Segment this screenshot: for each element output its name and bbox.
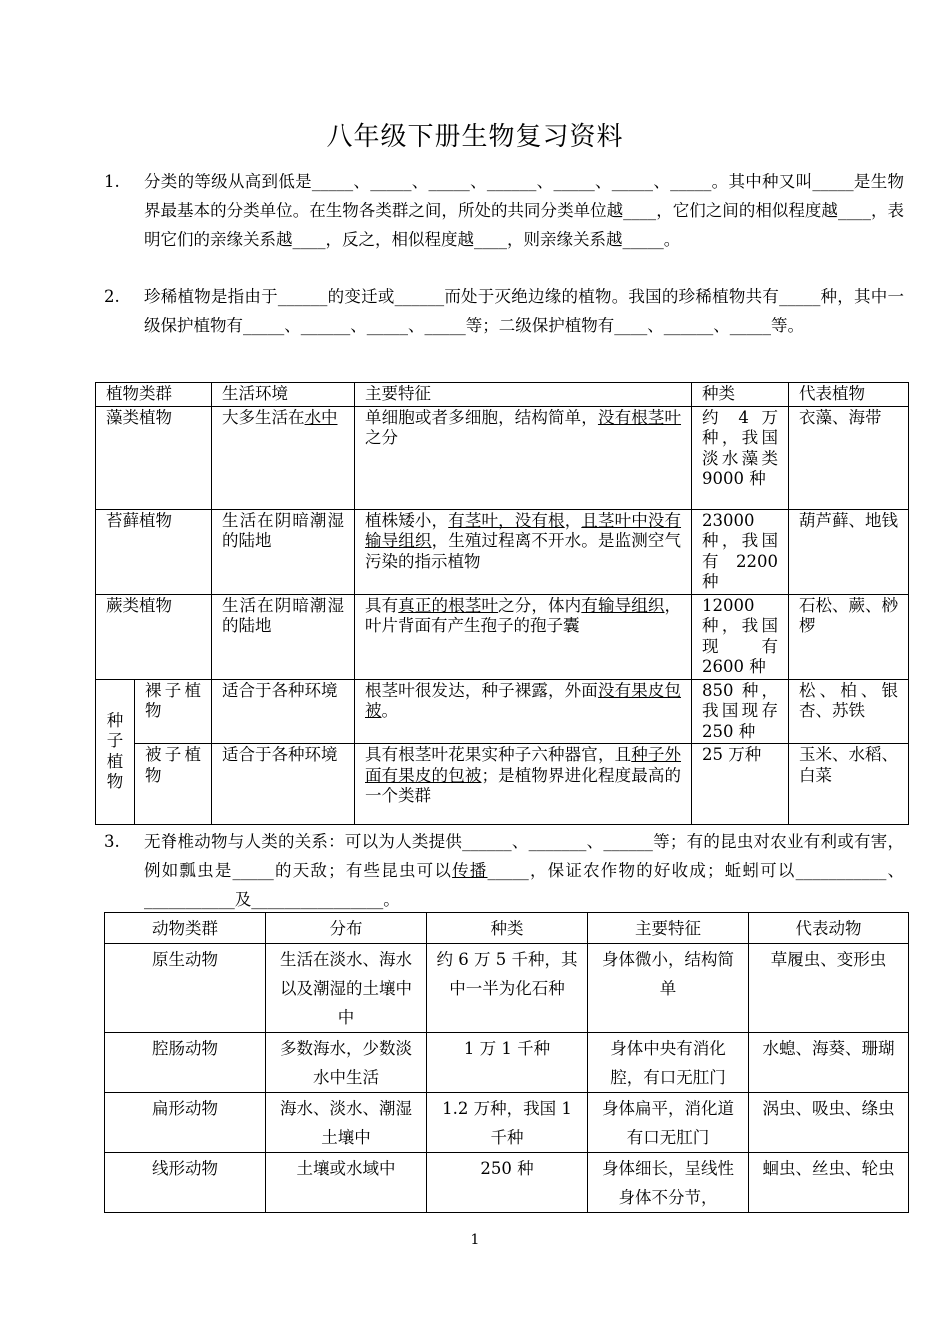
table-cell: 1 万 1 千种 xyxy=(427,1033,588,1093)
page-number: 1 xyxy=(470,1232,480,1248)
group-cell: 苔藓植物 xyxy=(96,509,212,594)
example-cell: 衣藻、海带 xyxy=(789,406,909,509)
environment-cell: 适合于各种环境 xyxy=(212,679,355,744)
table-row xyxy=(96,744,909,825)
question-3 xyxy=(104,827,904,914)
question-text: 无脊椎动物与人类的关系：可以为人类提供______、_______、______等；有的昆虫对农业有利或有害，例如瓢虫是_____的天敌；有些昆虫可以传播_____，保证农作物的好收成；蚯蚓可以___________、___________及________________。 xyxy=(144,832,905,909)
table-row xyxy=(105,1033,909,1093)
group-cell: 藻类植物 xyxy=(96,406,212,509)
question-number: 1. xyxy=(104,172,120,191)
table-cell: 涡虫、吸虫、绦虫 xyxy=(749,1093,909,1153)
question-text: 珍稀植物是指由于______的变迁或______而处于灭绝边缘的植物。我国的珍稀植物共有_____种，其中一级保护植物有_____、______、_____、_____等；二级保护植物有____、______、_____等。 xyxy=(144,287,904,335)
feature-cell: 具有真正的根茎叶之分，体内有输导组织，叶片背面有产生孢子的孢子囊 xyxy=(355,594,692,679)
group-cell: 被子植物 xyxy=(135,744,212,825)
table-row xyxy=(105,1093,909,1153)
table-header-row xyxy=(96,383,909,407)
table-cell: 腔肠动物 xyxy=(105,1033,266,1093)
table-cell: 海水、淡水、潮湿土壤中 xyxy=(266,1093,427,1153)
table-cell: 1.2 万种，我国 1 千种 xyxy=(427,1093,588,1153)
header-cell: 种类 xyxy=(692,383,789,407)
table-cell: 原生动物 xyxy=(105,944,266,1033)
feature-cell: 根茎叶很发达，种子裸露，外面没有果皮包被。 xyxy=(355,679,692,744)
example-cell: 松、柏、银杏、苏铁 xyxy=(789,679,909,744)
group-cell: 裸子植物 xyxy=(135,679,212,744)
species-count-cell: 约 4 万种，我国淡水藻类 9000 种 xyxy=(692,406,789,509)
table-cell: 草履虫、变形虫 xyxy=(749,944,909,1033)
table-row xyxy=(96,594,909,679)
species-count-cell: 23000 种，我国有 2200 种 xyxy=(692,509,789,594)
species-count-cell: 12000 种，我国现有 2600 种 xyxy=(692,594,789,679)
table-cell: 身体扁平，消化道有口无肛门 xyxy=(588,1093,749,1153)
table-cell: 水螅、海葵、珊瑚 xyxy=(749,1033,909,1093)
table-row xyxy=(96,406,909,509)
plant-classification-table xyxy=(95,382,909,825)
header-cell: 代表动物 xyxy=(749,913,909,944)
header-cell: 主要特征 xyxy=(588,913,749,944)
table-cell: 身体细长，呈线性身体不分节， xyxy=(588,1153,749,1213)
question-number: 3. xyxy=(104,832,120,851)
table-row xyxy=(105,944,909,1033)
header-cell: 种类 xyxy=(427,913,588,944)
table-cell: 扁形动物 xyxy=(105,1093,266,1153)
table-cell: 线形动物 xyxy=(105,1153,266,1213)
table-row xyxy=(105,1153,909,1213)
header-cell: 分布 xyxy=(266,913,427,944)
table-cell: 蛔虫、丝虫、轮虫 xyxy=(749,1153,909,1213)
group-cell: 蕨类植物 xyxy=(96,594,212,679)
header-cell: 代表植物 xyxy=(789,383,909,407)
table-cell: 身体中央有消化腔，有口无肛门 xyxy=(588,1033,749,1093)
example-cell: 葫芦藓、地钱 xyxy=(789,509,909,594)
seed-plant-group-cell: 种子植物 xyxy=(96,679,135,825)
species-count-cell: 850 种，我国现存 250 种 xyxy=(692,679,789,744)
question-text: 分类的等级从高到低是_____、_____、_____、______、_____、_____、_____。其中种又叫_____是生物界最基本的分类单位。在生物各类群之间，所处的共同分类单位越____，它们之间的相似程度越____，表明它们的亲缘关系越____，反之，相似程度越____，则亲缘关系越_____。 xyxy=(144,172,904,249)
table-cell: 250 种 xyxy=(427,1153,588,1213)
table-cell: 身体微小，结构简单 xyxy=(588,944,749,1033)
feature-cell: 单细胞或者多细胞，结构简单，没有根茎叶之分 xyxy=(355,406,692,509)
table-header-row xyxy=(105,913,909,944)
environment-cell: 生活在阴暗潮湿的陆地 xyxy=(212,509,355,594)
table-cell: 土壤或水域中 xyxy=(266,1153,427,1213)
header-cell: 主要特征 xyxy=(355,383,692,407)
question-number: 2. xyxy=(104,287,120,306)
question-1 xyxy=(104,167,904,254)
question-2 xyxy=(104,282,904,340)
table-row xyxy=(96,679,909,744)
feature-cell: 具有根茎叶花果实种子六种器官，且种子外面有果皮的包被；是植物界进化程度最高的一个类群 xyxy=(355,744,692,825)
table-row xyxy=(96,509,909,594)
example-cell: 石松、蕨、桫椤 xyxy=(789,594,909,679)
header-cell: 植物类群 xyxy=(96,383,212,407)
page-title: 八年级下册生物复习资料 xyxy=(326,122,624,152)
table-cell: 约 6 万 5 千种，其中一半为化石种 xyxy=(427,944,588,1033)
environment-cell: 适合于各种环境 xyxy=(212,744,355,825)
header-cell: 生活环境 xyxy=(212,383,355,407)
example-cell: 玉米、水稻、白菜 xyxy=(789,744,909,825)
feature-cell: 植株矮小，有茎叶，没有根，且茎叶中没有输导组织，生殖过程离不开水。是监测空气污染的指示植物 xyxy=(355,509,692,594)
table-cell: 多数海水，少数淡水中生活 xyxy=(266,1033,427,1093)
species-count-cell: 25 万种 xyxy=(692,744,789,825)
environment-cell: 大多生活在水中 xyxy=(212,406,355,509)
header-cell: 动物类群 xyxy=(105,913,266,944)
animal-classification-table xyxy=(104,912,909,1213)
table-cell: 生活在淡水、海水以及潮湿的土壤中中 xyxy=(266,944,427,1033)
environment-cell: 生活在阴暗潮湿的陆地 xyxy=(212,594,355,679)
